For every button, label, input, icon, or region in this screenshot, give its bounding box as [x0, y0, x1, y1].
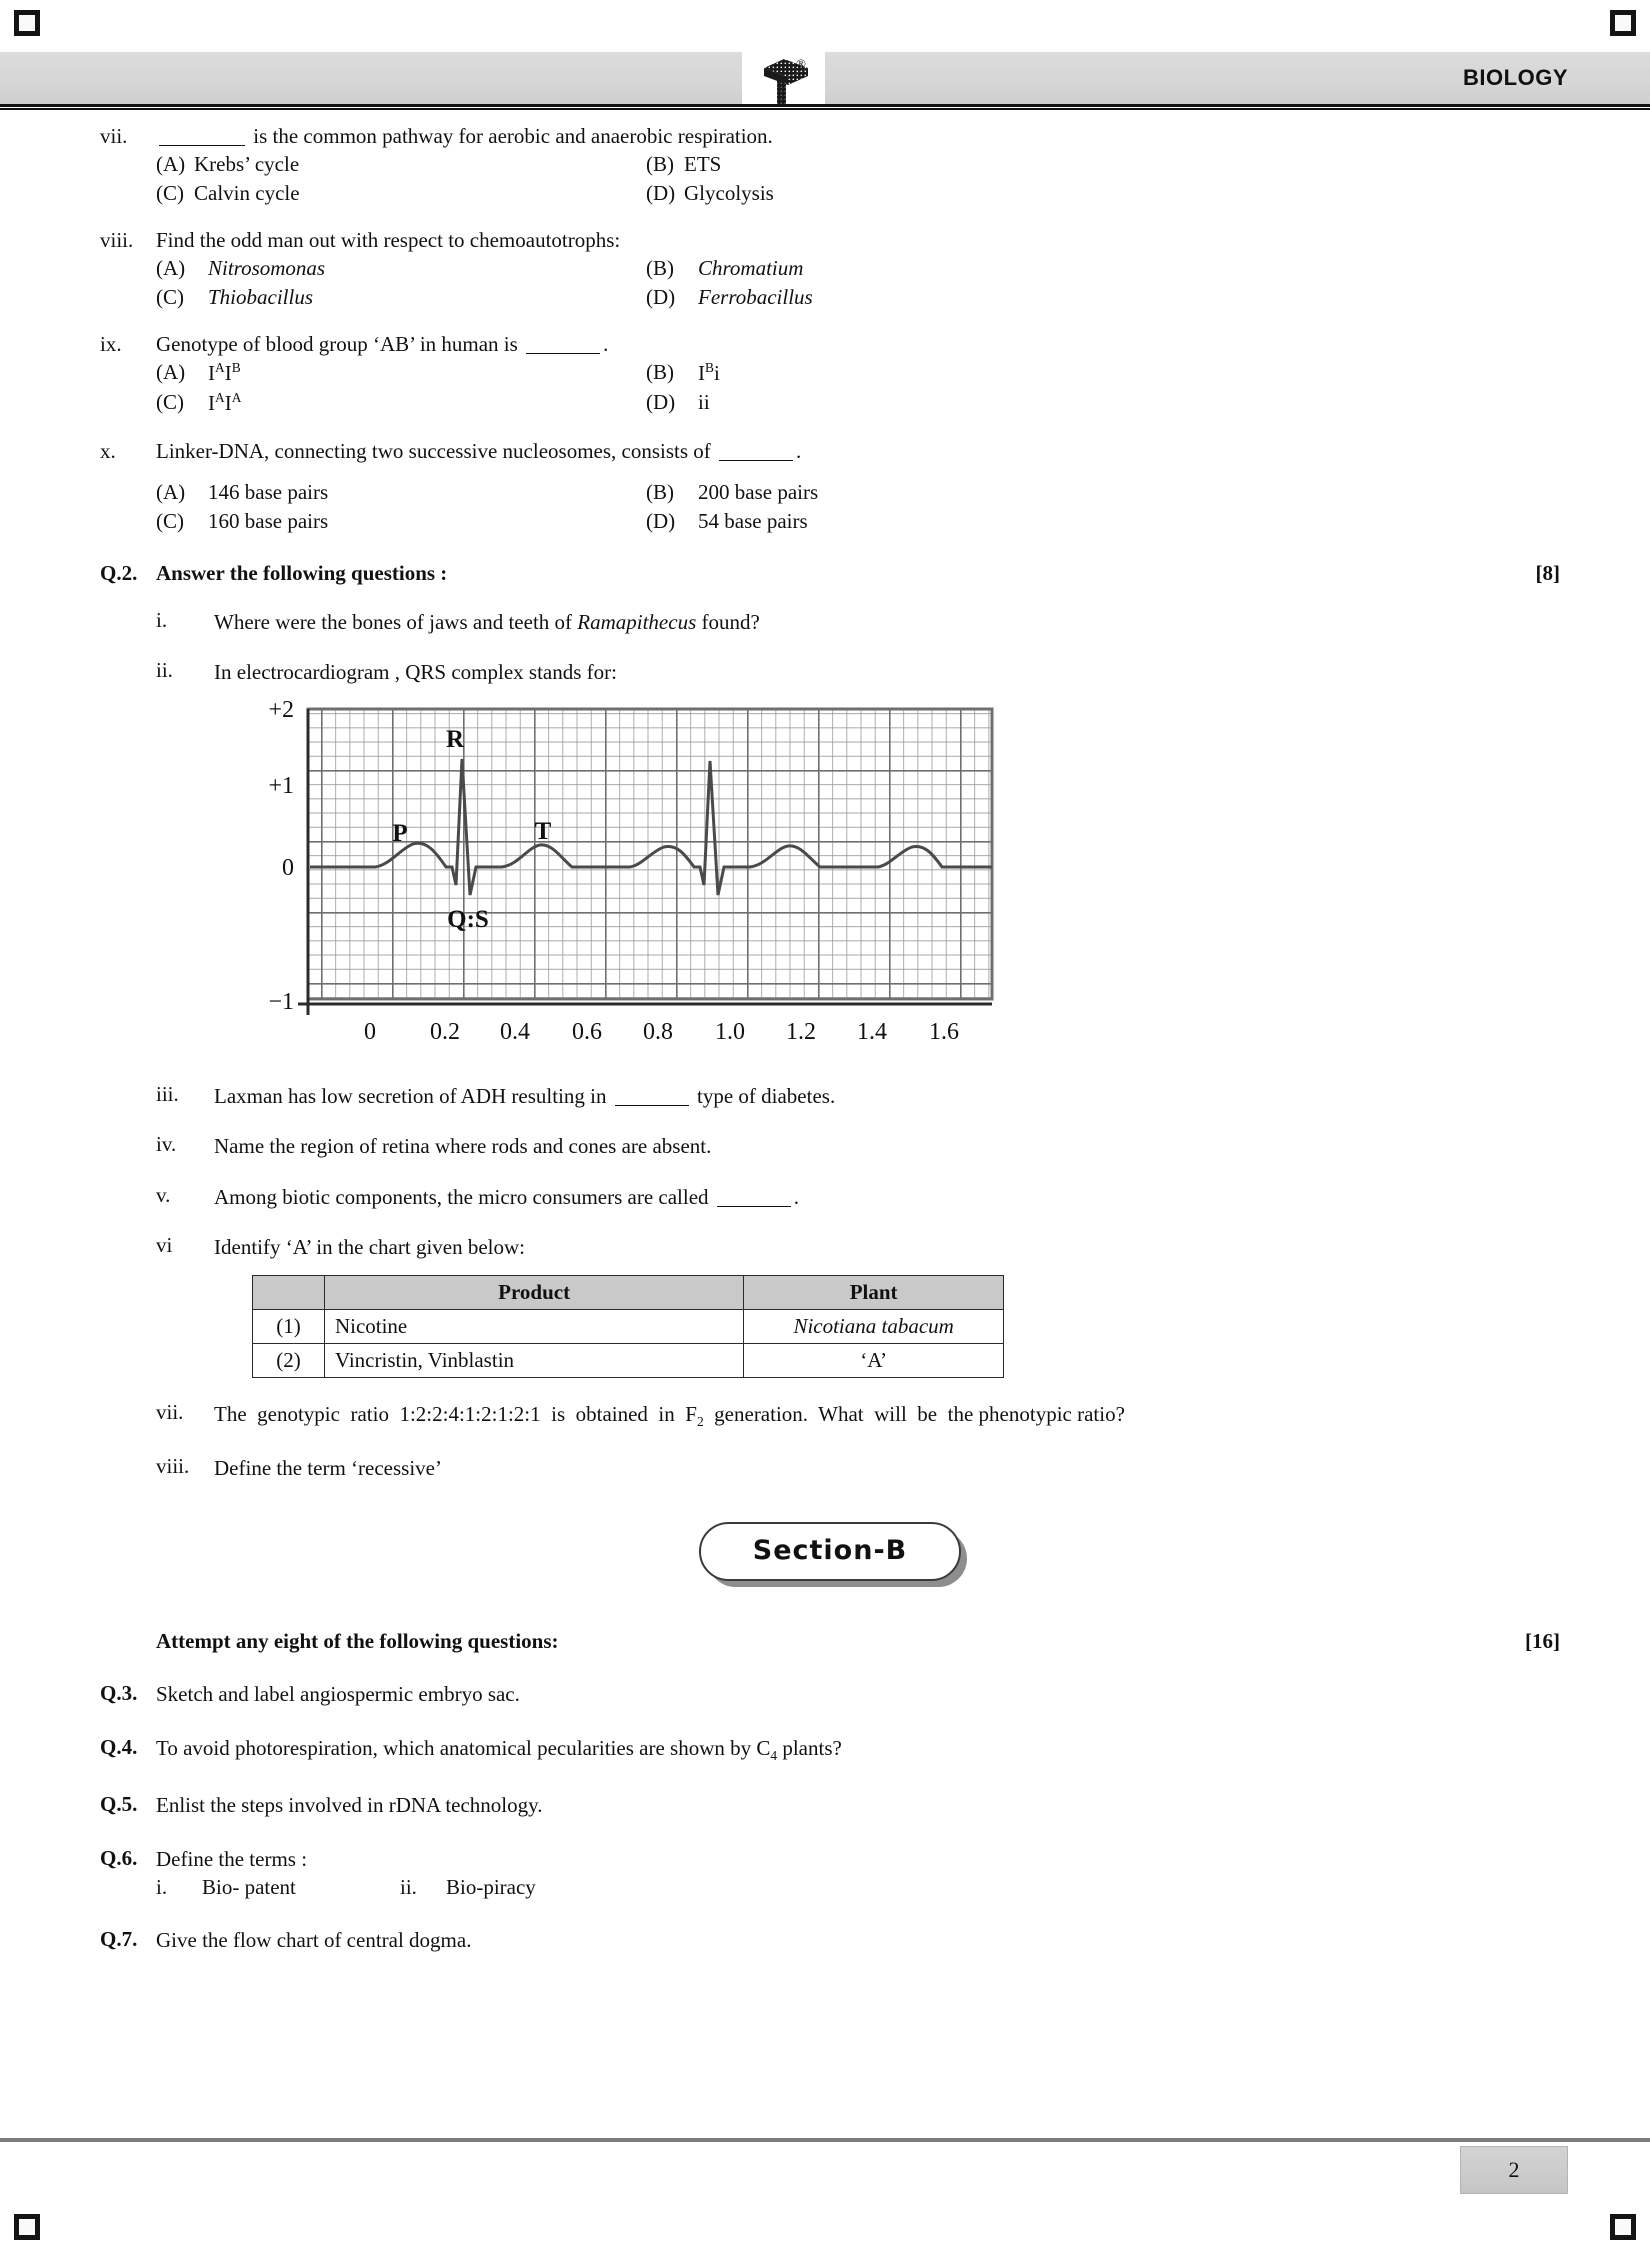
x-tick-0.2: 0.2 [430, 1018, 460, 1045]
q2-item-i [100, 608, 1560, 636]
mcq-options-row-1 [156, 359, 1560, 387]
x-tick-0.6: 0.6 [572, 1018, 602, 1045]
row-index: (2) [253, 1344, 325, 1378]
mcq-option-c[interactable] [156, 284, 646, 311]
table-header-index [253, 1276, 325, 1310]
ecg-label-R: R [445, 725, 465, 753]
option-tag: (C) [156, 390, 184, 415]
question-7-label: Q.7. [100, 1927, 138, 1952]
mcq-options-row-2 [156, 284, 1560, 311]
mcq-number-x: x. [100, 439, 116, 464]
option-text: $I^Bi$ [698, 359, 720, 385]
mcq-stem-text: Linker-DNA, connecting two successive nucleosomes, consists of [156, 439, 717, 464]
item-text: In electrocardiogram , QRS complex stands for: [214, 660, 617, 685]
question-6-label: Q.6. [100, 1846, 138, 1871]
row-plant: Nicotiana tabacum [744, 1310, 1004, 1344]
row-plant: ‘A’ [744, 1344, 1004, 1378]
ecg-chart [250, 699, 1010, 1069]
option-text: Chromatium [698, 255, 804, 280]
option-tag: (B) [646, 359, 674, 384]
registered-trademark-icon: ® [796, 56, 806, 71]
q2-item-ii [100, 658, 1560, 686]
mcq-item-vii [100, 124, 1560, 208]
table-header-row [253, 1276, 1004, 1310]
mcq-number-viii: viii. [100, 227, 134, 252]
option-text: 160 base pairs [208, 508, 329, 533]
ecg-label-T: T [534, 817, 552, 845]
mcq-number-ix: ix. [100, 331, 122, 356]
question-7 [100, 1927, 1560, 1954]
option-text: Thiobacillus [208, 285, 314, 310]
option-tag: (C) [156, 508, 184, 533]
mcq-option-a[interactable] [156, 255, 646, 282]
option-text: 200 base pairs [698, 479, 819, 504]
section-b-instruction: Attempt any eight of the following questions: [156, 1628, 559, 1653]
section-badge-container [100, 1522, 1560, 1581]
question-2-title: Answer the following questions : [156, 561, 448, 586]
mcq-option-a[interactable] [156, 479, 646, 506]
table-header-plant: Plant [744, 1276, 1004, 1310]
mcq-item-viii [100, 228, 1560, 312]
question-2-heading [100, 561, 1560, 586]
answer-blank[interactable] [719, 460, 793, 461]
y-tick-zero: 0 [282, 854, 294, 881]
crop-mark-top-left [14, 10, 40, 36]
question-3-text: Sketch and label angiospermic embryo sac. [156, 1681, 520, 1706]
mcq-item-ix [100, 332, 1560, 418]
option-text: $I^AI^A$ [208, 390, 242, 416]
mcq-stem-text: Genotype of blood group ‘AB’ in human is [156, 331, 524, 356]
mcq-option-d[interactable] [646, 284, 813, 311]
option-text: Krebs’ cycle [194, 152, 300, 177]
item-number: i. [156, 608, 168, 633]
item-text [214, 1082, 1560, 1110]
mcq-option-a[interactable] [156, 359, 646, 387]
scientific-name: Ramapithecus [577, 610, 697, 635]
x-tick-0.8: 0.8 [643, 1018, 673, 1045]
option-text: Nitrosomonas [208, 255, 326, 280]
question-7-text: Give the flow chart of central dogma. [156, 1928, 472, 1953]
q2-item-v [100, 1183, 1560, 1211]
mcq-item-x [100, 439, 1560, 535]
question-2-label: Q.2. [100, 561, 138, 586]
question-4-label: Q.4. [100, 1735, 138, 1760]
publisher-logo [742, 46, 825, 108]
page-number-box [1460, 2146, 1568, 2194]
mcq-option-b[interactable] [646, 151, 721, 178]
section-b-badge: Section-B [699, 1522, 961, 1581]
option-tag: (C) [156, 285, 184, 310]
question-5 [100, 1792, 1560, 1819]
term-number-ii: ii. [400, 1875, 417, 1900]
option-tag: (A) [156, 479, 186, 504]
mcq-stem-viii: Find the odd man out with respect to chemoautotrophs: [156, 227, 621, 252]
question-6 [100, 1846, 1560, 1873]
mcq-option-c[interactable] [156, 180, 646, 207]
item-text: Define the term ‘recessive’ [214, 1455, 442, 1480]
table-row [253, 1310, 1004, 1344]
q2-item-iv [100, 1132, 1560, 1160]
table-row [253, 1344, 1004, 1378]
item-text-post: type of diabetes. [691, 1083, 836, 1108]
option-tag: (B) [646, 152, 674, 177]
item-number: ii. [156, 658, 173, 683]
mcq-options-row-2 [156, 180, 1560, 207]
option-text: Calvin cycle [194, 181, 300, 206]
option-tag: (D) [646, 390, 676, 415]
question-5-text: Enlist the steps involved in rDNA technology. [156, 1792, 543, 1817]
question-6-terms [100, 1875, 1560, 1900]
question-6-text: Define the terms : [156, 1847, 308, 1872]
item-text: Where were the bones of jaws and teeth of Ramapithecus found? [214, 610, 760, 635]
mcq-option-c[interactable] [156, 389, 646, 417]
mcq-options-row-1 [156, 479, 1560, 506]
mcq-option-b[interactable] [646, 255, 803, 282]
question-5-label: Q.5. [100, 1791, 138, 1816]
question-4-text: To avoid photorespiration, which anatomical pecularities are shown by $C_4$ plants? [156, 1736, 842, 1764]
item-text: Name the region of retina where rods and cones are absent. [214, 1134, 712, 1159]
option-tag: (A) [156, 152, 186, 177]
row-index: (1) [253, 1310, 325, 1344]
item-text: Identify ‘A’ in the chart given below: [214, 1234, 526, 1259]
term-text-i: Bio- patent [202, 1875, 296, 1900]
mcq-option-b[interactable] [646, 479, 818, 506]
mcq-options-row-1 [156, 255, 1560, 282]
option-text: ETS [684, 152, 722, 177]
question-4 [100, 1735, 1560, 1765]
footer-divider [0, 2138, 1650, 2142]
option-tag: (D) [646, 508, 676, 533]
item-number: v. [156, 1182, 171, 1207]
item-number: vii. [156, 1400, 184, 1425]
answer-blank[interactable] [717, 1206, 791, 1207]
item-text-pre: Laxman has low secretion of ADH resulting in [214, 1083, 612, 1108]
x-tick-1.6: 1.6 [929, 1018, 959, 1045]
mcq-option-a[interactable] [156, 151, 646, 178]
item-number: viii. [156, 1453, 190, 1478]
header-divider [0, 104, 1650, 110]
term-text-ii: Bio-piracy [446, 1875, 536, 1900]
item-number: iii. [156, 1081, 179, 1106]
ecg-label-P: P [392, 819, 408, 847]
x-tick-1.4: 1.4 [857, 1018, 887, 1045]
option-tag: (B) [646, 255, 674, 280]
mcq-stem-ix [156, 332, 1560, 357]
q2-item-viii [100, 1454, 1560, 1482]
item-text-post: . [793, 1184, 800, 1209]
mcq-stem-vii [156, 124, 1560, 149]
option-tag: (A) [156, 359, 186, 384]
mcq-options-row-1 [156, 151, 1560, 178]
header-band-left [0, 52, 742, 104]
answer-blank[interactable] [159, 145, 245, 146]
mcq-stem-text: is the common pathway for aerobic and anaerobic respiration. [248, 124, 773, 148]
option-text: 54 base pairs [698, 508, 808, 533]
item-text-pre: Among biotic components, the micro consumers are called [214, 1184, 714, 1209]
section-b-marks: [16] [1525, 1628, 1560, 1653]
mcq-number-vii: vii. [100, 124, 128, 148]
option-text: 146 base pairs [208, 479, 329, 504]
y-tick-plus1: +1 [268, 772, 294, 799]
page-header [0, 52, 1650, 104]
product-plant-table [252, 1275, 1004, 1378]
option-text: Glycolysis [684, 181, 774, 206]
y-tick-minus1: −1 [268, 988, 294, 1015]
row-product: Nicotine [324, 1310, 743, 1344]
mcq-stem-tail: . [796, 439, 802, 464]
page-number: 2 [1508, 2157, 1520, 2182]
option-tag: (C) [156, 181, 184, 206]
option-tag: (D) [646, 285, 676, 310]
crop-mark-top-right [1610, 10, 1636, 36]
mcq-option-b[interactable] [646, 359, 720, 387]
answer-blank[interactable] [615, 1105, 689, 1106]
option-text: $I^AI^B$ [208, 359, 241, 385]
mcq-stem-x [156, 439, 1560, 464]
mcq-options-row-2 [156, 389, 1560, 417]
x-tick-1.2: 1.2 [786, 1018, 816, 1045]
q2-item-vi [100, 1233, 1560, 1261]
question-3 [100, 1681, 1560, 1708]
x-tick-0: 0 [364, 1018, 376, 1045]
crop-mark-bottom-left [14, 2214, 40, 2240]
option-tag: (A) [156, 255, 186, 280]
ecg-figure [250, 699, 1560, 1074]
item-text [214, 1183, 1560, 1211]
y-tick-plus2: +2 [268, 698, 294, 723]
answer-blank[interactable] [526, 353, 600, 354]
option-text: ii [698, 390, 710, 415]
subject-title: BIOLOGY [1463, 65, 1568, 90]
mcq-option-d[interactable] [646, 508, 808, 535]
q2-item-iii [100, 1082, 1560, 1110]
question-3-label: Q.3. [100, 1680, 138, 1705]
item-text: The genotypic ratio 1:2:2:4:1:2:1:2:1 is obtained in $F_2$ generation. What will be the phenotypic ratio? [214, 1402, 1125, 1430]
ecg-label-QS: Q:S [447, 905, 489, 933]
table-header-product: Product [324, 1276, 743, 1310]
option-tag: (B) [646, 479, 674, 504]
mcq-option-c[interactable] [156, 508, 646, 535]
term-number-i: i. [156, 1875, 168, 1900]
row-product: Vincristin, Vinblastin [324, 1344, 743, 1378]
item-number: iv. [156, 1132, 177, 1157]
mcq-stem-tail: . [603, 331, 609, 356]
option-text: Ferrobacillus [698, 285, 813, 310]
mcq-options-row-2 [156, 508, 1560, 535]
x-tick-1.0: 1.0 [715, 1018, 745, 1045]
option-tag: (D) [646, 181, 676, 206]
section-b-instruction-row [100, 1629, 1560, 1654]
item-number: vi [156, 1232, 173, 1257]
mcq-option-d[interactable] [646, 389, 710, 417]
crop-mark-bottom-right [1610, 2214, 1636, 2240]
x-tick-0.4: 0.4 [500, 1018, 530, 1045]
question-2-marks: [8] [1535, 561, 1560, 586]
page-content [0, 112, 1650, 2130]
q2-item-vii [100, 1400, 1560, 1431]
mcq-option-d[interactable] [646, 180, 774, 207]
